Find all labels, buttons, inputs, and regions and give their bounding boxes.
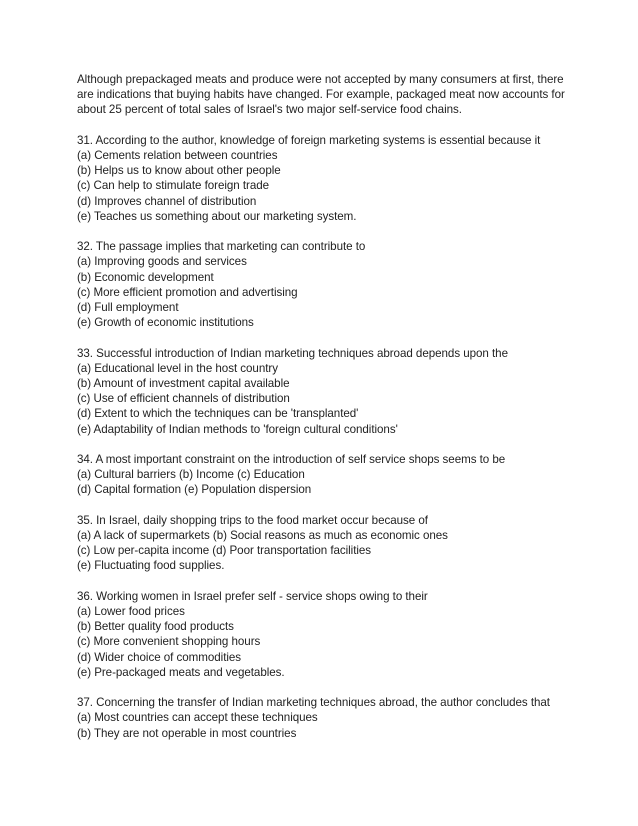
intro-line: Although prepackaged meats and produce were not accepted by many consumers at first, there [77, 73, 564, 86]
question-37 [77, 695, 577, 741]
answer-option: (d) Wider choice of commodities [77, 650, 242, 664]
question-stem: 32. The passage implies that marketing can contribute to [77, 240, 366, 254]
answer-option: (d) Extent to which the techniques can be 'transplanted' [77, 407, 359, 421]
document-page [77, 72, 577, 741]
question-stem: 36. Working women in Israel prefer self - service shops owing to their [77, 589, 428, 603]
answer-option: (b) They are not operable in most countries [77, 726, 297, 740]
answer-option: (b) Helps us to know about other people [77, 164, 281, 178]
answer-option: (e) Growth of economic institutions [77, 316, 254, 330]
answer-option: (c) Can help to stimulate foreign trade [77, 179, 270, 193]
answer-option: (c) Use of efficient channels of distribution [77, 392, 290, 406]
question-33 [77, 346, 577, 437]
answer-option: (d) Full employment [77, 301, 179, 315]
answer-option: (a) Improving goods and services [77, 255, 247, 269]
answer-option: (b) Amount of investment capital available [77, 377, 290, 391]
question-stem: 35. In Israel, daily shopping trips to the food market occur because of [77, 513, 428, 527]
intro-line: about 25 percent of total sales of Israel's two major self-service food chains. [77, 103, 462, 117]
question-stem: 33. Successful introduction of Indian marketing techniques abroad depends upon the [77, 346, 508, 360]
answer-option: (e) Pre-packaged meats and vegetables. [77, 665, 285, 679]
answer-option: (a) Most countries can accept these techniques [77, 711, 318, 725]
question-32 [77, 239, 577, 330]
answer-option: (d) Improves channel of distribution [77, 194, 257, 208]
answer-option: (e) Teaches us something about our marketing system. [77, 209, 357, 223]
answer-option: (b) Economic development [77, 270, 214, 284]
intro-line: are indications that buying habits have changed. For example, packaged meat now accounts for [77, 88, 565, 102]
answer-option: (e) Fluctuating food supplies. [77, 559, 225, 573]
question-stem: 31. According to the author, knowledge of foreign marketing systems is essential because it [77, 133, 541, 147]
question-35 [77, 513, 577, 574]
answer-option: (a) Lower food prices [77, 605, 185, 619]
question-31 [77, 133, 577, 224]
question-stem: 37. Concerning the transfer of Indian marketing techniques abroad, the author concludes that [77, 696, 550, 710]
answer-option: (c) Low per-capita income (d) Poor transportation facilities [77, 544, 372, 558]
question-36 [77, 589, 577, 680]
answer-option: (e) Adaptability of Indian methods to 'foreign cultural conditions' [77, 422, 398, 436]
answer-option: (a) Cultural barriers (b) Income (c) Education [77, 468, 305, 482]
answer-option: (c) More efficient promotion and advertising [77, 285, 298, 299]
answer-option: (a) Cements relation between countries [77, 149, 278, 162]
answer-option: (a) Educational level in the host country [77, 361, 278, 375]
answer-option: (b) Better quality food products [77, 620, 234, 634]
question-stem: 34. A most important constraint on the introduction of self service shops seems to be [77, 453, 506, 467]
intro-paragraph [77, 72, 577, 118]
answer-option: (c) More convenient shopping hours [77, 635, 261, 649]
answer-option: (d) Capital formation (e) Population dispersion [77, 483, 312, 497]
answer-option: (a) A lack of supermarkets (b) Social reasons as much as economic ones [77, 529, 448, 543]
question-34 [77, 452, 577, 498]
